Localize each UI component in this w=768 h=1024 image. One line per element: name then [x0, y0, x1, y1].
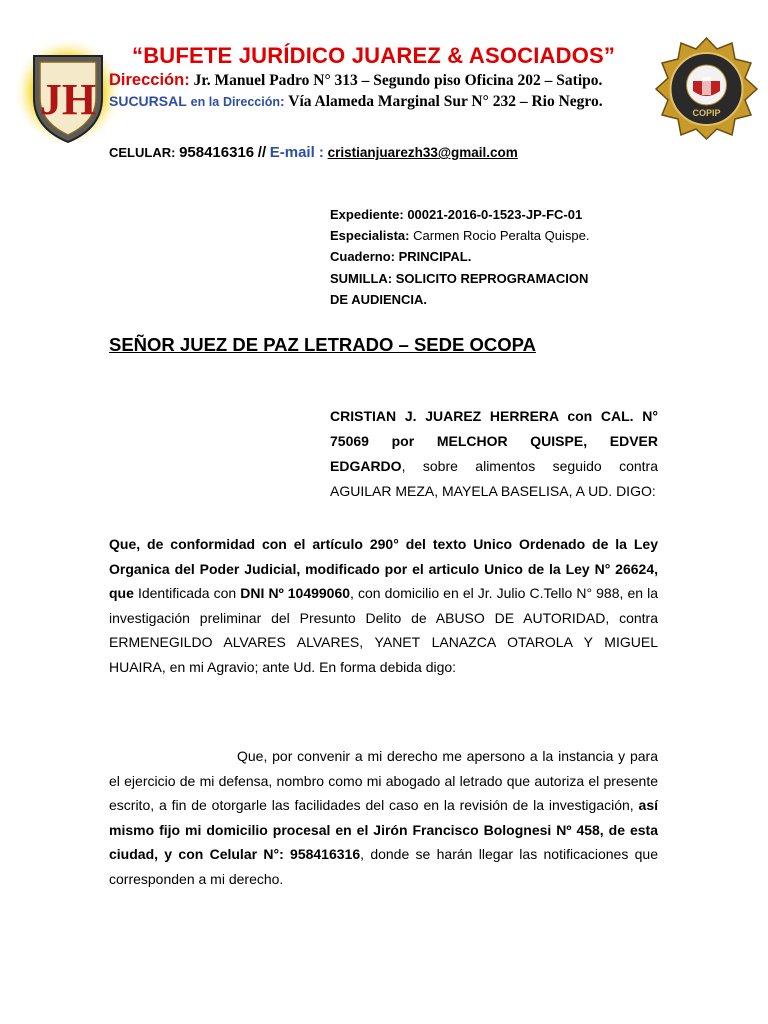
intro-rest: , sobre alimentos seguido contra AGUILAR MEZA, MAYELA BASELISA, A UD. DIGO: [330, 458, 658, 499]
phone-label: CELULAR: [109, 145, 176, 160]
intro-bold: CRISTIAN J. JUAREZ HERRERA con CAL. N° 75069 por MELCHOR QUISPE, EDVER EDGARDO [330, 408, 658, 474]
case-expediente [330, 204, 730, 225]
case-cuaderno [330, 246, 730, 267]
p2-bold-1: así mismo fijo mi domicilio procesal en el Jirón Francisco Bolognesi Nº 458, de esta ciudad, y con Celular N°: 958416316 [109, 797, 658, 862]
p1-normal-2: , con domicilio en el Jr. Julio C.Tello N° 988, en la investigación preliminar del Presunto Delito de ABUSO DE AUTORIDAD, contra ERMENEGILDO ALVARES ALVARES, YANET LANAZCA OTAROLA Y MIGUEL HUAIRA, en mi Agravio; ante Ud. En forma debida digo: [109, 585, 658, 675]
contact-line [109, 144, 669, 161]
branch-mid: en la [190, 95, 220, 109]
case-sumilla-cont [330, 289, 730, 310]
firm-name: “BUFETE JURÍDICO JUAREZ & ASOCIADOS” [132, 43, 616, 68]
branch-colon: : [280, 93, 285, 109]
logo-left-monogram: JH [39, 75, 97, 124]
paragraph-1 [109, 532, 658, 679]
case-sumilla [330, 268, 730, 289]
email-label: E-mail : [269, 144, 324, 161]
p1-bold-1: Que, de conformidad con el artículo 290° del texto Unico Ordenado de la Ley Organica del Poder Judicial, modificado por el articulo Unico de la Ley N° 26624, que [109, 536, 658, 601]
expediente-label: Expediente: [330, 207, 404, 222]
phone-value: 958416316 [179, 144, 255, 161]
address-value: Jr. Manuel Padro N° 313 – Segundo piso Oficina 202 – Satipo. [193, 72, 603, 89]
badge-logo-right [655, 37, 758, 140]
sumilla-label: SUMILLA: [330, 271, 393, 286]
firm-logo-left [12, 36, 124, 148]
branch-label: SUCURSAL [109, 93, 187, 109]
branch-dir: Dirección [223, 95, 280, 109]
logo-right-caption: COPIP [692, 108, 721, 118]
especialista-value: Carmen Rocio Peralta Quispe. [413, 228, 590, 243]
cuaderno-label: Cuaderno: [330, 249, 395, 264]
address-label: Dirección: [109, 71, 190, 89]
expediente-value: 00021-2016-0-1523-JP-FC-01 [407, 207, 583, 222]
p2-normal-2: , donde se harán llegar las notificaciones que corresponden a mi derecho. [109, 846, 658, 887]
sumilla-value-2: DE AUDIENCIA. [330, 292, 428, 307]
intro-block [330, 404, 658, 504]
p1-dni: DNI Nº 10499060 [240, 585, 351, 601]
especialista-label: Especialista: [330, 228, 410, 243]
addressee-heading: SEÑOR JUEZ DE PAZ LETRADO – SEDE OCOPA [109, 334, 536, 355]
p2-normal-1: Que, por convenir a mi derecho me apersono a la instancia y para el ejercicio de mi defensa, nombro como mi abogado al letrado que autoriza el presente escrito, a fin de otorgarle las facilidades del caso en la revisión de la investigación, [109, 748, 658, 813]
sumilla-value-1: SOLICITO REPROGRAMACION [395, 271, 589, 286]
cuaderno-value: PRINCIPAL. [398, 249, 472, 264]
case-especialista [330, 225, 730, 246]
branch-value: Vía Alameda Marginal Sur N° 232 – Rio Negro. [288, 93, 603, 110]
paragraph-2 [109, 744, 658, 891]
address-block [109, 70, 654, 112]
email-link[interactable]: cristianjuarezh33@gmail.com [327, 145, 518, 160]
separator: // [257, 144, 267, 161]
p1-normal-1: Identificada con [133, 585, 241, 601]
